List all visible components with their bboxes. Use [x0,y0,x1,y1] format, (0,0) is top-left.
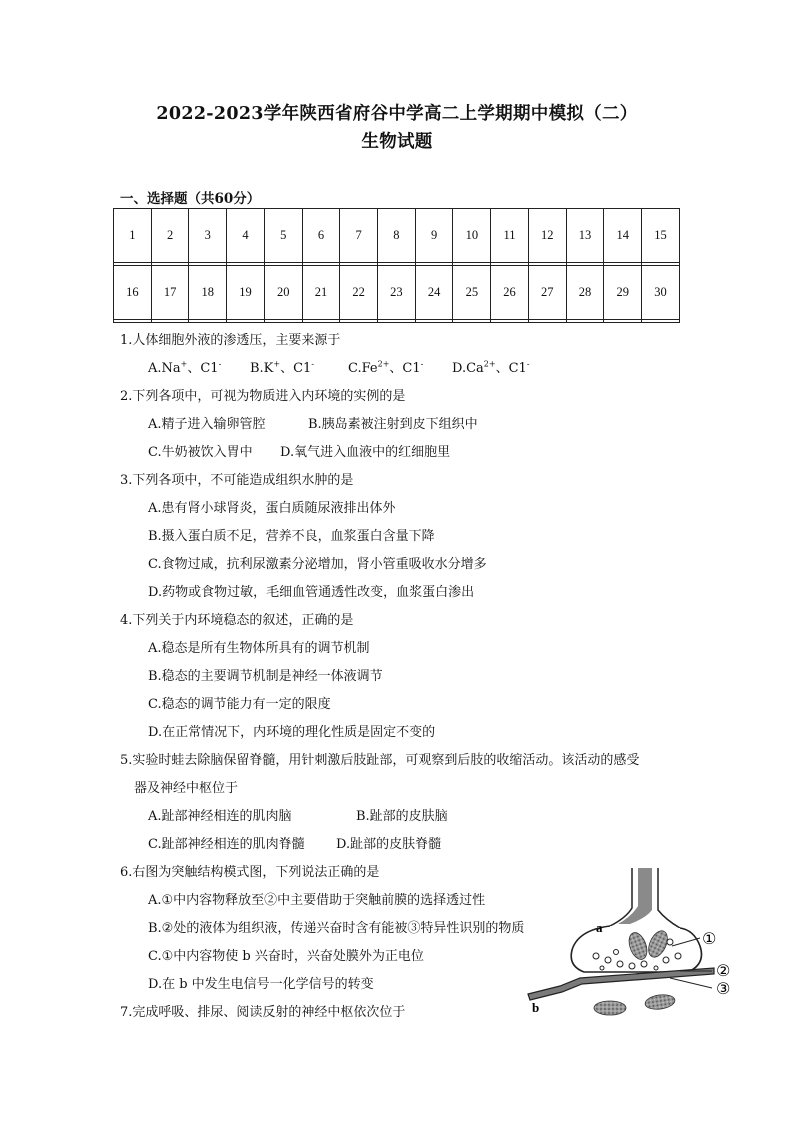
qnum-cell: 21 [302,265,340,319]
answer-table-number-row [114,209,680,263]
qnum-cell: 16 [114,265,152,319]
q1-option-b: B.K+、C1- [250,359,315,376]
answer-cell[interactable] [302,319,340,322]
question-7-stem: 7.完成呼吸、排尿、阅读反射的神经中枢依次位于 [120,1005,406,1020]
q1-option-d: $D.Ca^{2+}$、C1- [452,359,530,376]
qnum-cell: 18 [189,265,227,319]
answer-cell[interactable] [340,319,378,322]
label-2: ② [716,961,731,980]
q4-option-c: C.稳态的调节能力有一定的限度 [148,697,331,712]
qnum-cell: 28 [566,265,604,319]
q6-option-d: D.在 b 中发生电信号一化学信号的转变 [148,977,374,992]
q2-option-a: A.精子进入输卵管腔 [148,417,266,432]
qnum-cell: 23 [378,265,416,319]
qnum-cell: 1 [114,209,152,263]
q6-option-c: C.①中内容物使 b 兴奋时，兴奋处膜外为正电位 [148,949,424,964]
q6-option-b: B.②处的液体为组织液，传递兴奋时含有能被③特异性识别的物质 [148,921,525,936]
q5-option-b: B.趾部的皮肤脑 [356,809,448,824]
answer-cell[interactable] [566,319,604,322]
mitochondrion [594,1001,626,1015]
qnum-cell: 19 [227,265,265,319]
qnum-cell: 22 [340,265,378,319]
qnum-cell: 29 [604,265,642,319]
answer-cell[interactable] [453,319,491,322]
axon-stem [618,868,652,924]
q3-option-a: A.患有肾小球肾炎，蛋白质随尿液排出体外 [148,501,396,516]
q5-option-a: A.趾部神经相连的肌肉脑 [148,809,292,824]
answer-cell[interactable] [528,319,566,322]
answer-cell[interactable] [114,319,152,322]
q6-option-a: A.①中内容物释放至②中主要借助于突触前膜的选择透过性 [148,893,486,908]
q4-option-a: A.稳态是所有生物体所具有的调节机制 [148,641,370,656]
qnum-cell: 30 [642,265,680,319]
q2-option-c: C.牛奶被饮入胃中 [148,445,253,460]
qnum-cell: 9 [415,209,453,263]
q2-option-b: B.胰岛素被注射到皮下组织中 [308,417,478,432]
q5-option-d: D.趾部的皮肤脊髓 [336,837,442,852]
synapse-diagram [520,868,740,1018]
qnum-cell: 26 [491,265,529,319]
label-a: a [596,920,603,935]
answer-table-blank-row [114,319,680,322]
question-3-stem: 3.下列各项中，不可能造成组织水肿的是 [120,473,354,488]
q3-option-b: B.摄入蛋白质不足，营养不良，血浆蛋白含量下降 [148,529,435,544]
qnum-cell: 13 [566,209,604,263]
q3-option-c: C.食物过咸，抗利尿激素分泌增加，肾小管重吸收水分增多 [148,557,487,572]
question-5-stem: 5.实验时蛙去除脑保留脊髓，用针刺激后肢趾部，可观察到后肢的收缩活动。该活动的感受 [120,753,640,768]
question-6-stem: 6.右图为突触结构模式图，下列说法正确的是 [120,865,380,880]
exam-subject: 生物试题 [361,132,433,152]
qnum-cell: 2 [151,209,189,263]
qnum-cell: 12 [528,209,566,263]
qnum-cell: 17 [151,265,189,319]
qnum-cell: 24 [415,265,453,319]
answer-cell[interactable] [491,319,529,322]
q5-option-c: C.趾部神经相连的肌肉脊髓 [148,837,305,852]
q2-option-d: D.氧气进入血液中的红细胞里 [280,445,451,460]
qnum-cell: 6 [302,209,340,263]
qnum-cell: 11 [491,209,529,263]
q4-option-b: B.稳态的主要调节机制是神经一体液调节 [148,669,383,684]
qnum-cell: 27 [528,265,566,319]
qnum-cell: 10 [453,209,491,263]
mitochondrion [644,993,676,1011]
question-2-stem: 2.下列各项中，可视为物质进入内环境的实例的是 [120,389,406,404]
qnum-cell: 4 [227,209,265,263]
answer-table-number-row [114,265,680,319]
answer-cell[interactable] [642,319,680,322]
qnum-cell: 7 [340,209,378,263]
qnum-cell: 25 [453,265,491,319]
qnum-cell: 5 [264,209,302,263]
exam-title: 2022-2023学年陕西省府谷中学高二上学期期中模拟（二） [156,104,638,124]
q4-option-d: D.在正常情况下，内环境的理化性质是固定不变的 [148,725,436,740]
q1-option-c: $C.Fe^{2+}$、C1- [348,359,424,376]
question-4-stem: 4.下列关于内环境稳态的叙述，正确的是 [120,613,354,628]
section-heading: 一、选择题（共60分） [120,191,261,207]
label-1: ① [702,929,717,948]
answer-table [113,208,680,323]
question-5-stem-cont: 器及神经中枢位于 [134,781,239,796]
qnum-cell: 3 [189,209,227,263]
answer-cell[interactable] [227,319,265,322]
q3-option-d: D.药物或食物过敏，毛细血管通透性改变，血浆蛋白渗出 [148,585,475,600]
answer-cell[interactable] [378,319,416,322]
qnum-cell: 8 [378,209,416,263]
answer-cell[interactable] [415,319,453,322]
qnum-cell: 20 [264,265,302,319]
label-b: b [532,1000,540,1015]
q1-option-a: A.Na+、C1- [148,359,222,376]
answer-cell[interactable] [264,319,302,322]
answer-cell[interactable] [151,319,189,322]
qnum-cell: 15 [642,209,680,263]
qnum-cell: 14 [604,209,642,263]
answer-cell[interactable] [604,319,642,322]
label-3: ③ [716,979,731,998]
question-1-stem: 1.人体细胞外液的渗透压，主要来源于 [120,333,341,348]
answer-cell[interactable] [189,319,227,322]
